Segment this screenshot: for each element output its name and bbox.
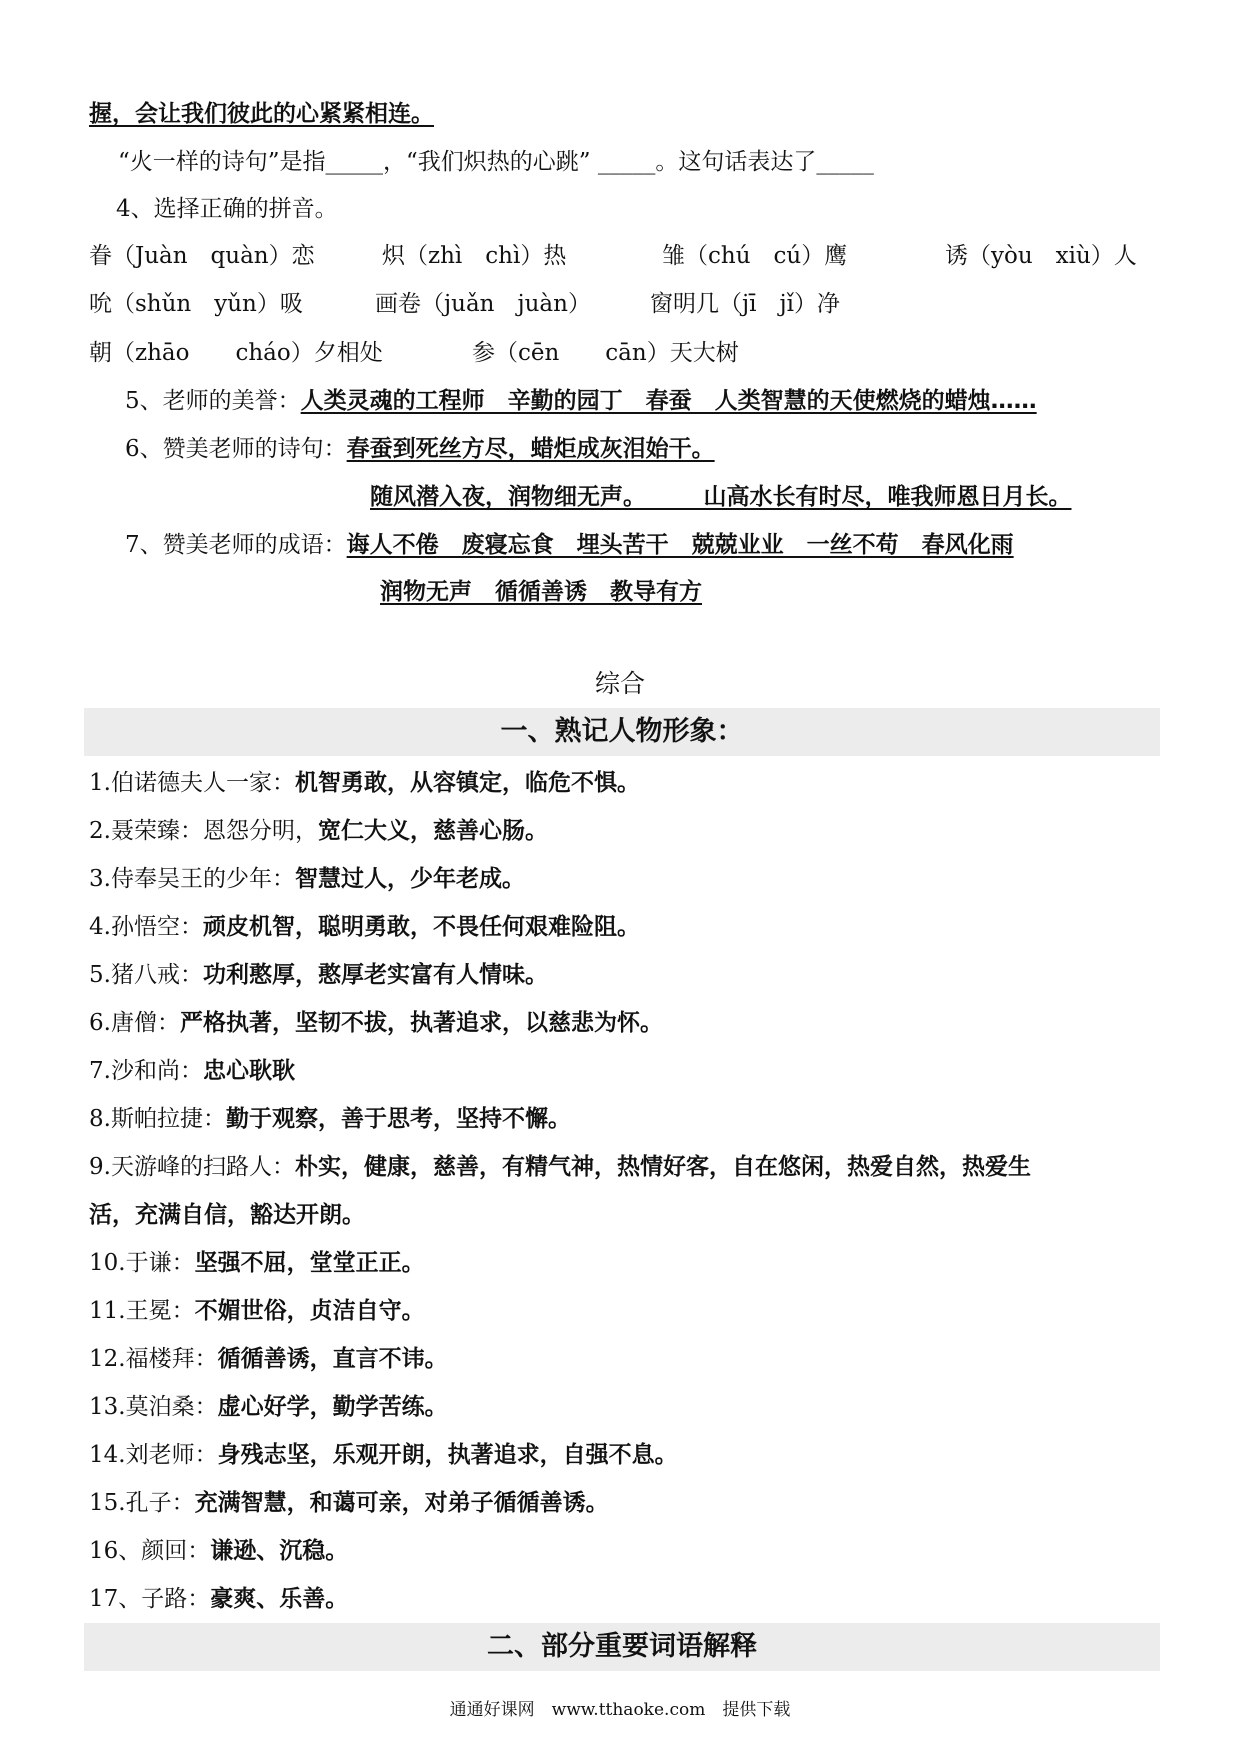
character-traits: 身残志坚，乐观开朗，执著追求，自强不息。 (217, 1442, 678, 1468)
list-item (89, 1103, 571, 1135)
character-traits: 顽皮机智，聪明勇敢，不畏任何艰难险阻。 (202, 914, 640, 940)
character-name: 10.于谦： (89, 1250, 195, 1276)
character-traits: 虚心好学，勤学苦练。 (217, 1394, 448, 1420)
fill-blank-question: “火一样的诗句”是指_____，“我们炽热的心跳” _____。这句话表达了_____ (118, 149, 874, 175)
question-6 (125, 433, 715, 465)
character-traits: 严格执著，坚韧不拔，执著追求，以慈悲为怀。 (179, 1010, 663, 1036)
character-traits-plain: 恩怨分明， (202, 818, 318, 844)
continued-text-line: 握，会让我们彼此的心紧紧相连。 (89, 101, 434, 127)
character-traits: 勤于观察，善于思考，坚持不懈。 (225, 1106, 571, 1132)
list-item (89, 1247, 425, 1279)
character-name: 5.猪八戒： (89, 962, 203, 988)
character-name: 4.孙悟空： (89, 914, 203, 940)
character-name: 7.沙和尚： (89, 1058, 203, 1084)
pinyin-item: 朝（zhāo cháo）夕相处 (89, 340, 383, 366)
question-6-label: 6、赞美老师的诗句： (125, 436, 347, 462)
character-traits: 朴实，健康，慈善，有精气神，热情好客，自在悠闲，热爱自然，热爱生 (294, 1154, 1031, 1180)
character-traits: 坚强不屈，堂堂正正。 (194, 1250, 425, 1276)
section-label: 综合 (594, 669, 645, 698)
character-name: 17、子路： (89, 1586, 211, 1612)
character-traits: 不媚世俗，贞洁自守。 (194, 1298, 425, 1324)
character-traits: 充满智慧，和蔼可亲，对弟子循循善诱。 (194, 1490, 609, 1516)
pinyin-item: 画卷（juǎn juàn） (375, 291, 591, 317)
question-7-answer-line-1: 诲人不倦 废寝忘食 埋头苦干 兢兢业业 一丝不苟 春风化雨 (346, 532, 1014, 558)
list-item (89, 1487, 609, 1519)
question-6-answer-line-1: 春蚕到死丝方尽，蜡炬成灰泪始干。 (346, 436, 715, 462)
list-item (89, 1535, 348, 1567)
character-name: 3.侍奉吴王的少年： (89, 866, 295, 892)
section-heading-vocabulary: 二、部分重要词语解释 (84, 1623, 1160, 1671)
list-item (89, 815, 548, 847)
pinyin-item: 诱（yòu xiù）人 (945, 243, 1137, 269)
list-item (89, 1151, 1031, 1183)
character-traits: 机智勇敢，从容镇定，临危不惧。 (294, 770, 640, 796)
question-7-label: 7、赞美老师的成语： (125, 532, 347, 558)
pinyin-item: 窗明几（jī jǐ）净 (650, 291, 840, 317)
question-5 (125, 385, 1037, 417)
character-name: 1.伯诺德夫人一家： (89, 770, 295, 796)
page-footer: 通通好课网 www.tthaoke.com 提供下载 (449, 1700, 791, 1720)
character-name: 2.聂荣臻： (89, 818, 203, 844)
question-5-answer: 人类灵魂的工程师 辛勤的园丁 春蚕 人类智慧的天使燃烧的蜡烛…… (300, 388, 1037, 414)
section-heading-characters: 一、熟记人物形象： (84, 708, 1160, 756)
character-traits: 功利憨厚，憨厚老实富有人情味。 (202, 962, 548, 988)
character-name: 8.斯帕拉捷： (89, 1106, 226, 1132)
character-traits-continued: 活，充满自信，豁达开朗。 (89, 1202, 365, 1228)
question-7-answer-line-2: 润物无声 循循善诱 教导有方 (380, 579, 702, 605)
character-name: 6.唐僧： (89, 1010, 180, 1036)
pinyin-item: 雏（chú cú）鹰 (662, 243, 848, 269)
question-7 (125, 529, 1014, 561)
list-item (89, 863, 525, 895)
list-item (89, 1391, 448, 1423)
list-item (89, 1583, 348, 1615)
character-name: 16、颜回： (89, 1538, 211, 1564)
pinyin-item: 吮（shǔn yǔn）吸 (89, 291, 303, 317)
character-traits: 循循善诱，直言不讳。 (217, 1346, 448, 1372)
character-name: 9.天游峰的扫路人： (89, 1154, 295, 1180)
question-6-answer-line-2: 随风潜入夜，润物细无声。 山高水长有时尽，唯我师恩日月长。 (370, 484, 1072, 510)
character-name: 11.王冕： (89, 1298, 195, 1324)
character-traits: 智慧过人，少年老成。 (294, 866, 525, 892)
list-item (89, 911, 640, 943)
character-traits: 宽仁大义，慈善心肠。 (317, 818, 548, 844)
pinyin-item: 炽（zhì chì）热 (382, 243, 567, 269)
character-name: 15.孔子： (89, 1490, 195, 1516)
list-item (89, 1439, 678, 1471)
pinyin-item: 眷（Juàn quàn）恋 (89, 243, 315, 269)
list-item (89, 1007, 663, 1039)
list-item (89, 1343, 448, 1375)
character-name: 12.福楼拜： (89, 1346, 218, 1372)
character-traits: 忠心耿耿 (202, 1058, 295, 1084)
character-traits: 豪爽、乐善。 (210, 1586, 349, 1612)
list-item (89, 767, 640, 799)
question-5-label: 5、老师的美誉： (125, 388, 301, 414)
pinyin-item: 参（cēn cān）天大树 (472, 340, 739, 366)
question-4-title: 4、选择正确的拼音。 (116, 196, 338, 222)
list-item (89, 1055, 295, 1087)
character-name: 13.莫泊桑： (89, 1394, 218, 1420)
character-traits: 谦逊、沉稳。 (210, 1538, 349, 1564)
list-item (89, 1295, 425, 1327)
character-name: 14.刘老师： (89, 1442, 218, 1468)
list-item (89, 959, 548, 991)
